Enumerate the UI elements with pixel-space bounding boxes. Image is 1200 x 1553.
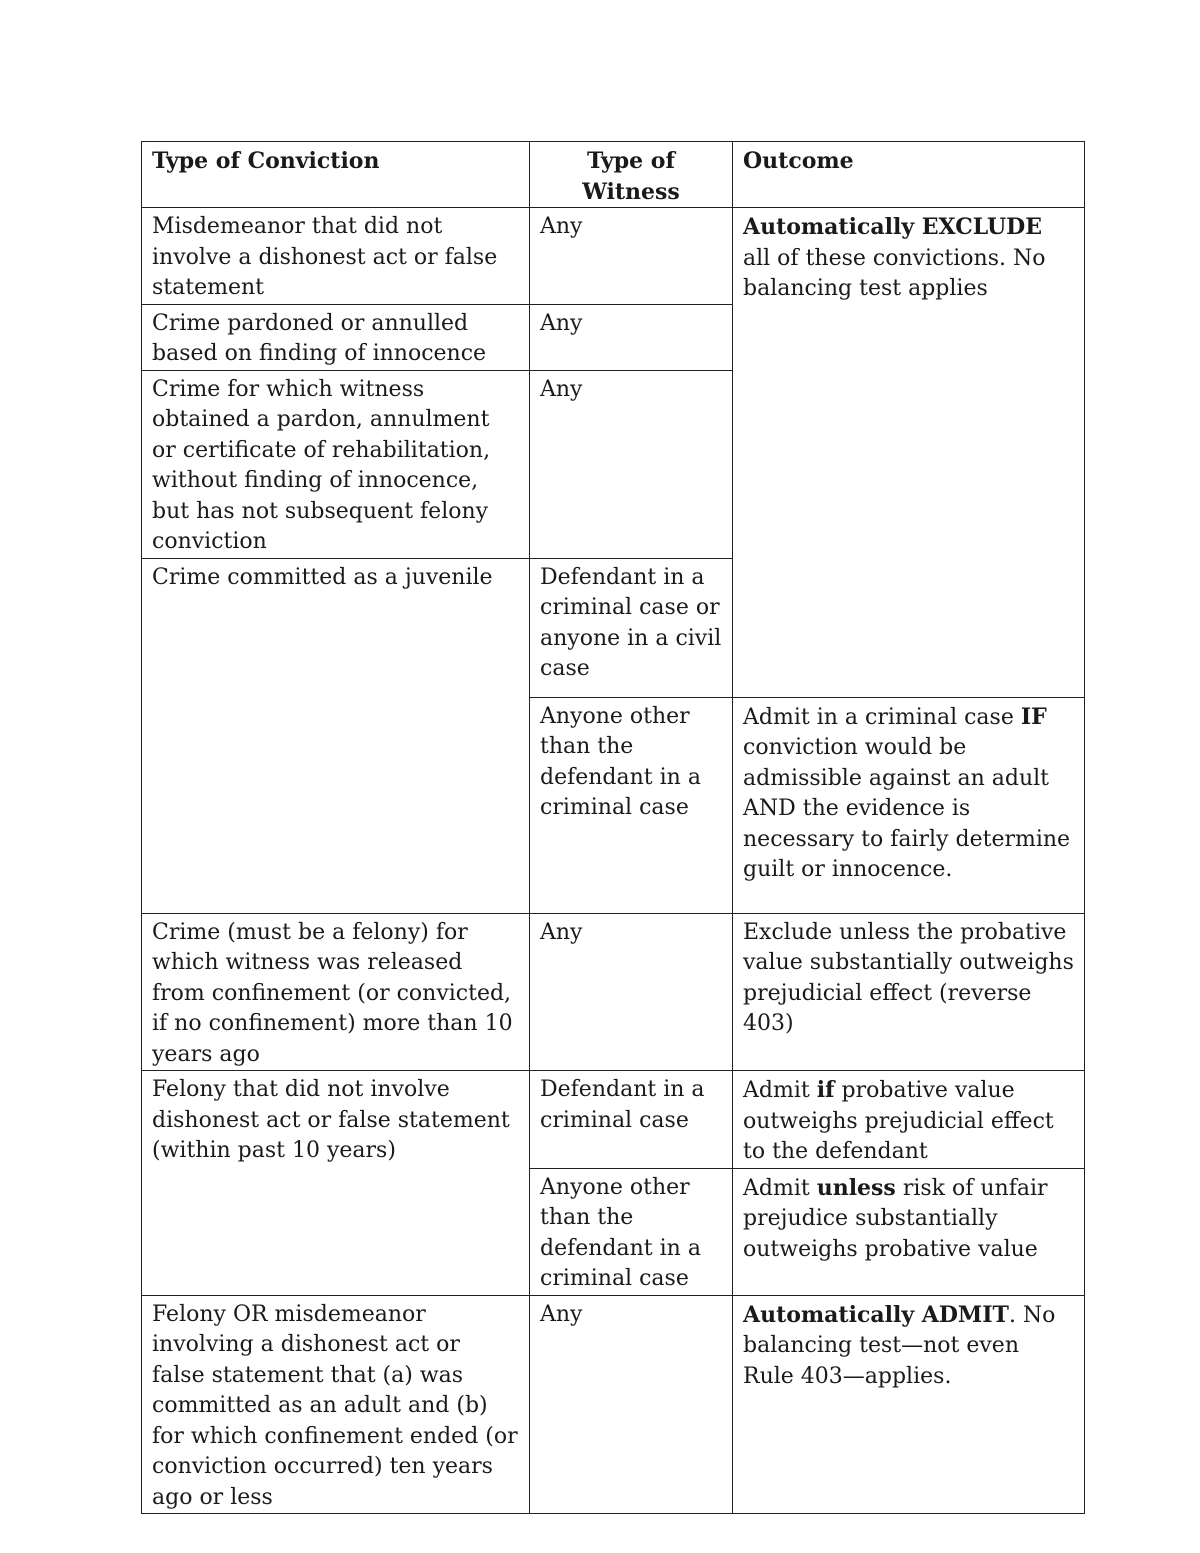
witness-cell: Any [530,913,733,1071]
conviction-cell: Crime pardoned or annulled based on finding of innocence [142,304,530,370]
witness-cell: Defendant in a criminal case or anyone in a civil case [530,558,733,697]
outcome-cell [733,1295,1085,1514]
outcome-cell [733,1071,1085,1169]
conviction-cell: Misdemeanor that did not involve a dishonest act or false statement [142,208,530,305]
outcome-text: . No balancing test—not even Rule 403—applies. [743,1302,1056,1389]
outcome-text: Admit in a criminal case [743,704,1021,730]
outcome-text: Admit [743,1078,817,1103]
header-row [142,142,1085,208]
outcome-emphasis: unless [816,1174,896,1201]
conviction-cell: Crime (must be a felony) for which witness was released from confinement (or convicted, if no confinement) more than 10 years ago [142,913,530,1071]
witness-cell: Anyone other than the defendant in a criminal case [530,1168,733,1295]
outcome-cell: Exclude unless the probative value substantially outweighs prejudicial effect (reverse 403) [733,913,1085,1071]
outcome-text: risk of unfair prejudice substantially outweighs probative value [743,1175,1048,1262]
table-row [142,913,1085,1071]
witness-cell: Any [530,370,733,558]
conviction-rules-table [141,141,1085,1514]
outcome-text: conviction would be admissible against an adult AND the evidence is necessary to fairly determine guilt or innocence. [743,735,1071,882]
conviction-cell: Felony OR misdemeanor involving a dishonest act or false statement that (a) was committed as an adult and (b) for which confinement ended (or conviction occurred) ten years ago or less [142,1295,530,1514]
outcome-emphasis: IF [1020,703,1047,730]
witness-cell: Any [530,1295,733,1514]
outcome-text: all of these convictions. No balancing test applies [743,245,1046,301]
header-outcome: Outcome [733,142,1085,208]
outcome-emphasis: if [816,1077,835,1103]
merged-outcome-cell [733,208,1085,698]
outcome-cell [733,1168,1085,1295]
witness-cell: Any [530,208,733,305]
outcome-emphasis: Automatically EXCLUDE [743,214,1043,240]
outcome-emphasis: Automatically ADMIT [743,1301,1009,1328]
outcome-text: probative value outweighs prejudicial effect to the defendant [743,1078,1054,1164]
table-row [142,1071,1085,1169]
witness-cell: Any [530,304,733,370]
witness-cell: Anyone other than the defendant in a criminal case [530,697,733,913]
header-type-of-conviction: Type of Conviction [142,142,530,208]
conviction-cell: Crime committed as a juvenile [142,558,530,913]
table-row [142,1295,1085,1514]
outcome-cell [733,697,1085,913]
conviction-cell: Crime for which witness obtained a pardon, annulment or certificate of rehabilitation, without finding of innocence, but has not subsequent felony conviction [142,370,530,558]
header-type-of-witness: Type of Witness [530,142,733,208]
witness-cell: Defendant in a criminal case [530,1071,733,1169]
outcome-text: Admit [743,1175,817,1201]
table-row [142,208,1085,305]
conviction-cell: Felony that did not involve dishonest act or false statement (within past 10 years) [142,1071,530,1296]
